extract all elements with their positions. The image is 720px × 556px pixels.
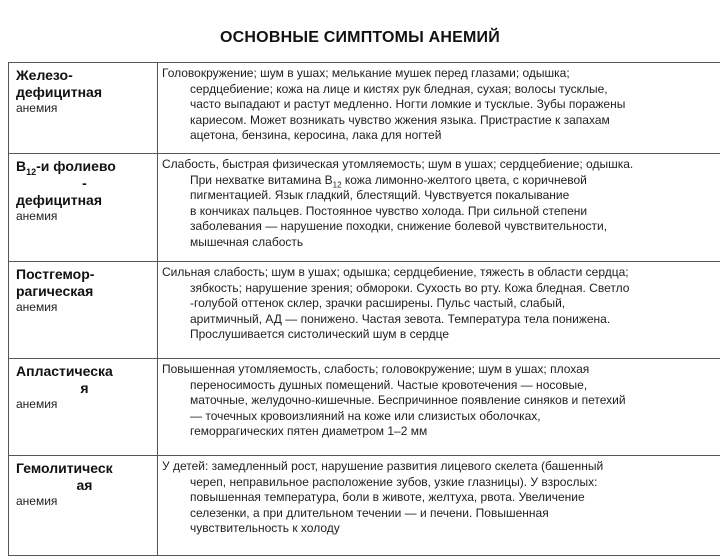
table-row bbox=[9, 262, 720, 359]
description-line: кариесом. Может возникать чувство жжения языка. Пристрастие к запахам bbox=[162, 113, 720, 129]
anemia-type-label: анемия bbox=[16, 300, 153, 315]
anemia-name-cell bbox=[9, 63, 158, 154]
anemia-name-line: ая bbox=[16, 477, 153, 494]
description-line: зябкость; нарушение зрения; обмороки. Сухость во рту. Кожа бледная. Светло bbox=[162, 281, 720, 297]
description-line: селезенки, а при длительном течении — и печени. Повышенная bbox=[162, 506, 720, 522]
description-line: мышечная слабость bbox=[162, 235, 720, 251]
description-line: в кончиках пальцев. Постоянное чувство холода. При сильной степени bbox=[162, 204, 720, 220]
vitamin-subscript: 12 bbox=[26, 167, 36, 177]
table-row bbox=[9, 154, 720, 262]
description-text: кожа лимонно-желтого цвета, с коричневой bbox=[342, 173, 587, 187]
description-line: Повышенная утомляемость, слабость; головокружение; шум в ушах; плохая bbox=[162, 362, 720, 378]
anemia-name-cell bbox=[9, 262, 158, 359]
symptoms-description-cell bbox=[158, 154, 720, 262]
description-line: пигментацией. Язык гладкий, блестящий. Чувствуется покалывание bbox=[162, 188, 720, 204]
anemia-name-line bbox=[16, 158, 153, 175]
description-line: маточные, желудочно-кишечные. Беспричинное появление синяков и петехий bbox=[162, 393, 720, 409]
anemia-type-label: анемия bbox=[16, 101, 153, 116]
anemia-name-cell bbox=[9, 456, 158, 556]
symptoms-description-cell bbox=[158, 262, 720, 359]
page-title: ОСНОВНЫЕ СИМПТОМЫ АНЕМИЙ bbox=[0, 29, 720, 47]
description-line: переносимость душных помещений. Частые кровотечения — носовые, bbox=[162, 378, 720, 394]
description-line: У детей: замедленный рост, нарушение развития лицевого скелета (башенный bbox=[162, 459, 720, 475]
anemia-name-line: рагическая bbox=[16, 283, 153, 300]
description-line: повышенная температура, боли в животе, желтуха, рвота. Увеличение bbox=[162, 490, 720, 506]
description-line: Головокружение; шум в ушах; мелькание мушек перед глазами; одышка; bbox=[162, 66, 720, 82]
description-line: сердцебиение; кожа на лице и кистях рук бледная, сухая; волосы тусклые, bbox=[162, 82, 720, 98]
anemia-name-text: -и фолиево bbox=[36, 158, 116, 174]
anemia-name-line: Гемолитическ bbox=[16, 460, 153, 477]
description-line: аритмичный, АД — понижено. Частая зевота. Температура тела понижена. bbox=[162, 312, 720, 328]
vitamin-letter: B bbox=[16, 158, 26, 174]
description-line: геморрагических пятен диаметром 1–2 мм bbox=[162, 424, 720, 440]
anemia-name-cell bbox=[9, 154, 158, 262]
table-row bbox=[9, 63, 720, 154]
anemia-name-line: Постгемор- bbox=[16, 266, 153, 283]
hyphen-mark: - bbox=[16, 175, 153, 192]
symptoms-description-cell bbox=[158, 456, 720, 556]
anemia-type-label: анемия bbox=[16, 494, 153, 509]
description-line: Слабость, быстрая физическая утомляемость; шум в ушах; сердцебиение; одышка. bbox=[162, 157, 720, 173]
description-line bbox=[162, 173, 720, 189]
vitamin-subscript: 12 bbox=[333, 180, 342, 188]
anemia-type-label: анемия bbox=[16, 397, 153, 412]
symptoms-description-cell bbox=[158, 359, 720, 456]
symptoms-description-cell bbox=[158, 63, 720, 154]
description-line: Прослушивается систолический шум в сердце bbox=[162, 327, 720, 343]
anemia-name-line: дефицитная bbox=[16, 192, 153, 209]
description-text: При нехватке витамина B bbox=[190, 173, 333, 187]
description-line: часто выпадают и растут медленно. Ногти ломкие и тусклые. Зубы поражены bbox=[162, 97, 720, 113]
anemia-name-line: дефицитная bbox=[16, 84, 153, 101]
description-line: ацетона, бензина, керосина, лака для ногтей bbox=[162, 128, 720, 144]
description-line: череп, неправильное расположение зубов, узкие глазницы). У взрослых: bbox=[162, 475, 720, 491]
anemia-name-line: я bbox=[16, 380, 153, 397]
table-row bbox=[9, 456, 720, 556]
symptoms-table bbox=[8, 62, 720, 556]
description-line: -голубой оттенок склер, зрачки расширены. Пульс частый, слабый, bbox=[162, 296, 720, 312]
anemia-name-line: Железо- bbox=[16, 67, 153, 84]
anemia-name-cell bbox=[9, 359, 158, 456]
anemia-type-label: анемия bbox=[16, 209, 153, 224]
description-line: Сильная слабость; шум в ушах; одышка; сердцебиение, тяжесть в области сердца; bbox=[162, 265, 720, 281]
description-line: чувствительность к холоду bbox=[162, 521, 720, 537]
table-row bbox=[9, 359, 720, 456]
description-line: — точечных кровоизлияний на коже или слизистых оболочках, bbox=[162, 409, 720, 425]
description-line: заболевания — нарушение походки, снижение болевой чувствительности, bbox=[162, 219, 720, 235]
anemia-name-line: Апластическа bbox=[16, 363, 153, 380]
